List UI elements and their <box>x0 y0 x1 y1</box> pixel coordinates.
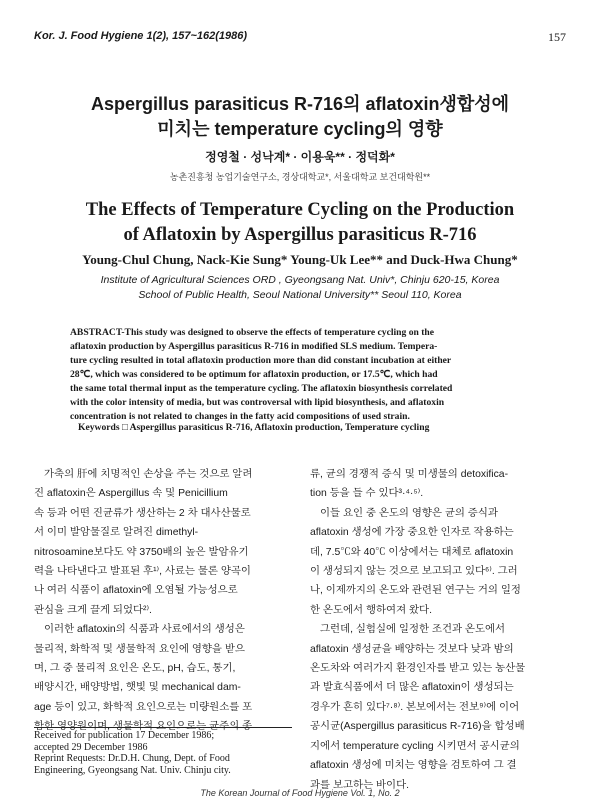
body-line: 데, 7.5℃와 40℃ 이상에서는 대체로 aflatoxin <box>310 546 514 558</box>
body-right-column <box>310 465 568 795</box>
body-line: 이들 요인 중 온도의 영향은 균의 증식과 <box>320 507 498 519</box>
body-line: 지에서 temperature cycling 시키면서 공시균의 <box>310 740 520 752</box>
korean-authors: 정영철 · 성낙계* · 이용욱** · 정덕화* <box>205 150 395 164</box>
korean-affiliation: 농촌진흥청 농업기술연구소, 경상대학교*, 서울대학교 보건대학원** <box>169 172 431 182</box>
body-line: aflatoxin 생성균을 배양하는 것보다 낮과 밤의 <box>310 643 514 655</box>
footnote-line: Received for publication 17 December 1986; <box>34 730 215 741</box>
body-line: 경우가 흔히 있다⁷·⁸⁾. 본보에서는 전보⁹⁾에 이어 <box>310 701 520 713</box>
english-title-line-2: of Aflatoxin by Aspergillus parasiticus R-716 <box>123 225 477 245</box>
body-line: 물리적, 화학적 및 생물학적 요인에 영향을 받으 <box>34 643 245 655</box>
body-line: 이 생성되지 않는 것으로 보고되고 있다⁶⁾. 그러 <box>310 566 518 578</box>
english-authors: Young-Chul Chung, Nack-Kie Sung* Young-Uk Lee** and Duck-Hwa Chung* <box>82 252 518 267</box>
page-number: 157 <box>548 30 566 44</box>
body-line: aflatoxin 생성에 미치는 영향을 검토하여 그 결 <box>310 760 517 772</box>
body-line: 진 aflatoxin은 Aspergillus 속 및 Penicillium <box>34 488 228 500</box>
body-line: 과 발효식품에서 더 많은 aflatoxin이 생성되는 <box>310 682 514 694</box>
abstract-line: ture cycling resulted in total aflatoxin production more than did constant incubation at either <box>70 355 452 366</box>
body-line: nitrosoamine보다도 약 3750배의 높은 발암유기 <box>34 546 249 558</box>
abstract-line: with the color intensity of media, but was controversal with lipid biosynthesis, and aflatoxin <box>70 397 445 408</box>
received-footnote <box>34 727 292 776</box>
body-line: 속 등과 어떤 진균류가 생산하는 2 차 대사산물로 <box>34 507 251 519</box>
abstract-line: aflatoxin production by Aspergillus parasiticus R-716 in modified SLS medium. Tempera- <box>70 341 438 352</box>
korean-title-line-1: Aspergillus parasiticus R-716의 aflatoxin생합성에 <box>90 94 510 114</box>
body-line: 과를 보고하는 바이다. <box>310 779 409 791</box>
footnote-line: Engineering, Gyeongsang Nat. Univ. Chinju city. <box>34 764 231 776</box>
body-line: 서 이미 발암물질로 알려진 dimethyl- <box>34 527 199 539</box>
body-line: aflatoxin 생성에 가장 중요한 인자로 작용하는 <box>310 527 514 539</box>
body-line: 나, 이제까지의 온도와 관련된 연구는 거의 일정 <box>310 585 521 597</box>
journal-header: Kor. J. Food Hygiene 1(2), 157~162(1986) <box>34 30 248 42</box>
body-line: 배양시간, 배양방법, 햇빛 및 mechanical dam- <box>34 682 241 694</box>
body-line: age 등이 있고, 화학적 요인으로는 미량원소를 포 <box>34 701 253 713</box>
journal-footer: The Korean Journal of Food Hygiene Vol. 1, No. 2 <box>200 788 400 798</box>
english-affiliation-line-2: School of Public Health, Seoul National University** Seoul 110, Korea <box>138 289 462 301</box>
body-left-column <box>34 465 292 737</box>
body-line: 한 온도에서 행하여져 왔다. <box>310 604 432 616</box>
body-line: 공시균(Aspergillus parasiticus R-716)을 합성배 <box>310 721 525 733</box>
body-line: 관심을 크게 끌게 되었다²⁾. <box>34 604 152 616</box>
body-line: 이러한 aflatoxin의 식품과 사료에서의 생성은 <box>44 624 245 636</box>
abstract-line: ABSTRACT-This study was designed to observe the effects of temperature cycling on the <box>70 327 435 338</box>
abstract-line: the same total thermal input as the temperature cycling. The aflatoxin biosynthesis correlated <box>70 383 453 394</box>
body-line: 온도차와 여러가지 환경인자를 받고 있는 농산물 <box>310 663 526 675</box>
body-line: 류, 균의 경쟁적 증식 및 미생물의 detoxifica- <box>310 469 509 480</box>
body-line: 력을 나타낸다고 발표된 후¹⁾, 사료는 물론 양곡이 <box>34 566 251 578</box>
abstract-line: 28℃, which was considered to be optimum for aflatoxin production, or 17.5℃, which had <box>70 369 438 380</box>
abstract-line: concentration is not related to changes in the fatty acid compositions of used strain. <box>70 411 410 422</box>
abstract <box>70 326 532 424</box>
footnote-line: Reprint Requests: Dr.D.H. Chung, Dept. of Food <box>34 753 230 764</box>
body-line: 가축의 肝에 치명적인 손상을 주는 것으로 알려 <box>44 469 253 480</box>
body-line: 며, 그 중 물리적 요인은 온도, pH, 습도, 통기, <box>34 663 236 675</box>
korean-title-line-2: 미치는 temperature cycling의 영향 <box>157 119 443 139</box>
body-line: tion 등을 들 수 있다³·⁴·⁵⁾. <box>310 488 424 500</box>
english-affiliation-line-1: Institute of Agricultural Sciences ORD , Gyeongsang Nat. Univ*, Chinju 620-15, Korea <box>100 274 500 286</box>
body-line: 그런데, 실험실에 일정한 조건과 온도에서 <box>320 624 506 636</box>
english-title-line-1: The Effects of Temperature Cycling on the Production <box>85 200 515 220</box>
footnote-line: accepted 29 December 1986 <box>34 741 148 753</box>
keywords: Keywords □ Aspergillus parasiticus R-716, Aflatoxin production, Temperature cycling <box>78 422 430 433</box>
body-line: 나 여러 식품이 aflatoxin에 오염될 가능성으로 <box>34 585 238 597</box>
body-line: 함한 영양원이며, 생물학적 요인으로는 균주의 종 <box>34 721 253 733</box>
